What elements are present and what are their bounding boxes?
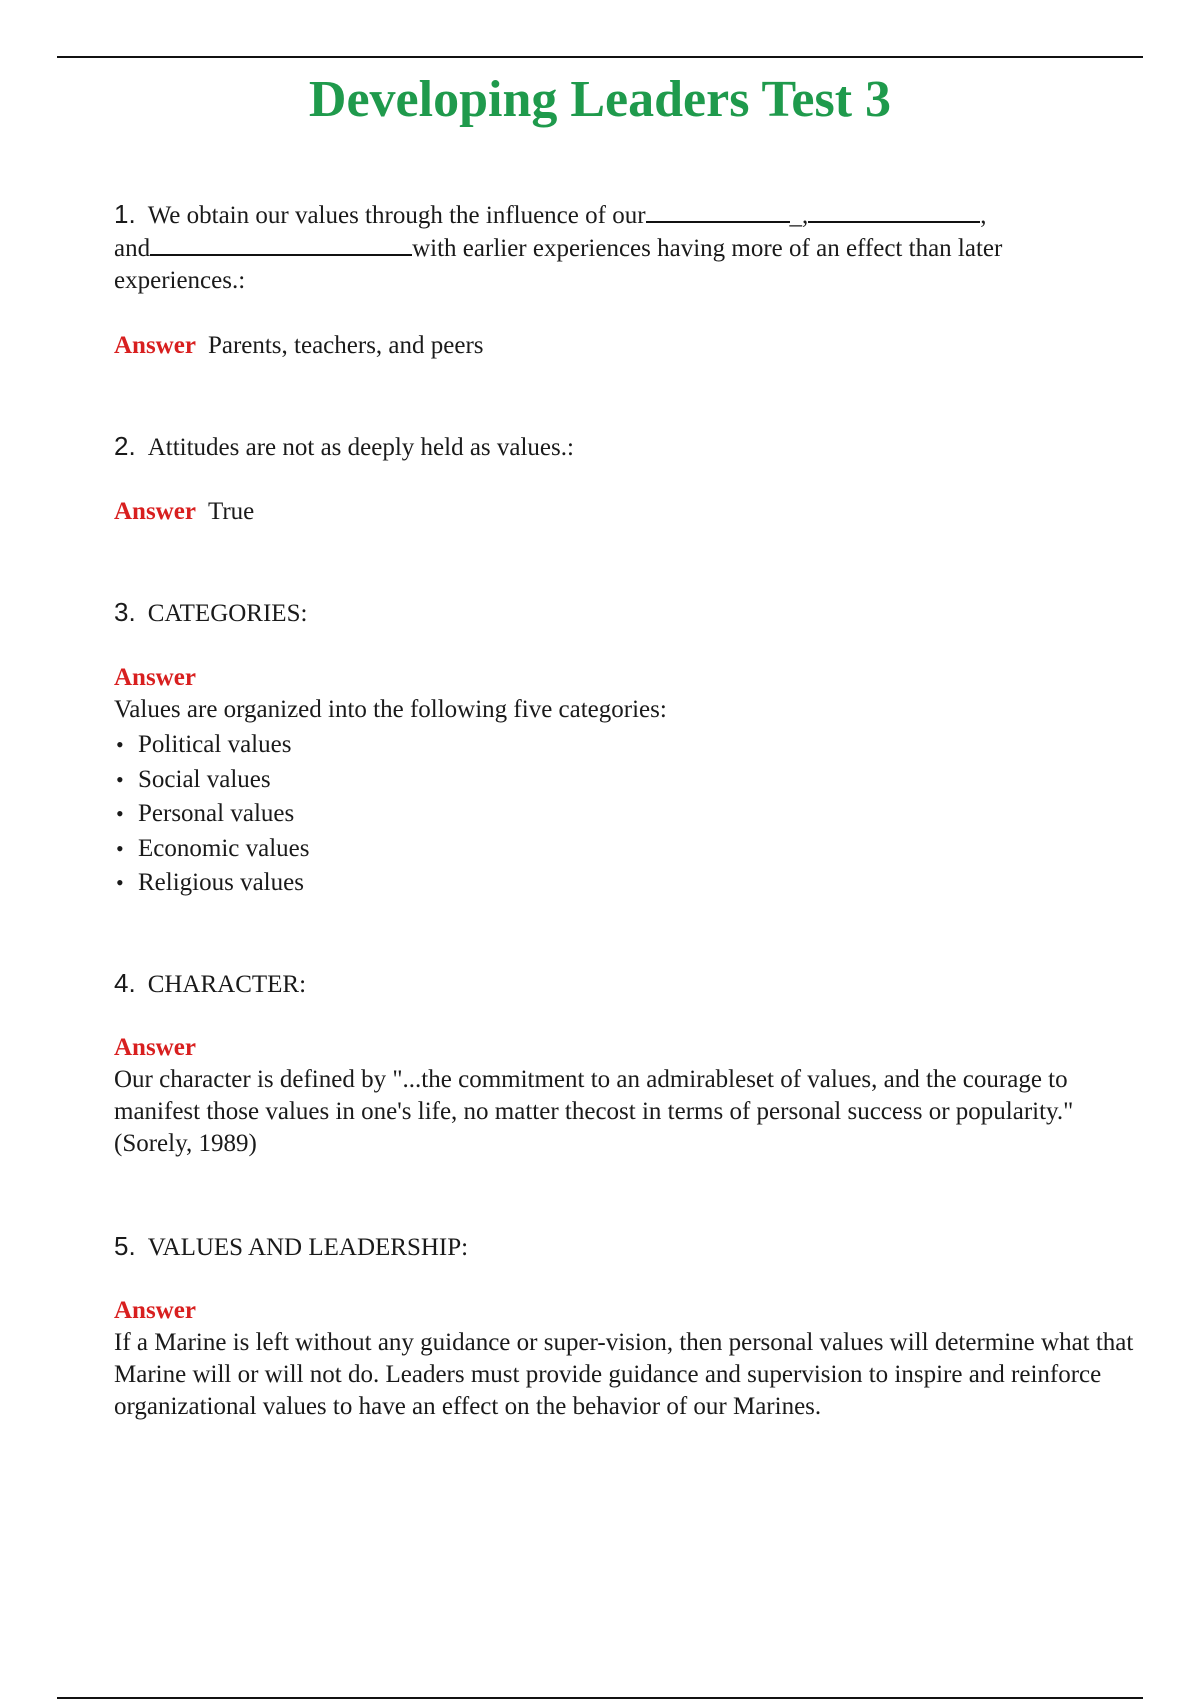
document-title: Developing Leaders Test 3 [308, 71, 892, 128]
answer-text: If a Marine is left without any guidance or super-vision, then personal values will determine what that Marine will or will not do. Leaders must provide guidance and supervision to inspire and reinforce organizational values to have an effect on the behavior of our Marines. [114, 1329, 1134, 1420]
answer-label: Answer [114, 1297, 196, 1324]
answer-5 [114, 1295, 1144, 1423]
answer-text: Parents, teachers, and peers [207, 332, 484, 359]
answer-intro: Values are organized into the following five categories: [114, 696, 667, 723]
question-1 [114, 198, 1134, 297]
answer-4 [114, 1032, 1144, 1160]
question-4 [114, 967, 1134, 1001]
blank-3 [150, 232, 412, 256]
question-number: 5. [114, 1231, 136, 1261]
question-number: 4. [114, 968, 136, 998]
question-5 [114, 1230, 1134, 1264]
question-2 [114, 430, 1134, 464]
question-text: _, [789, 202, 809, 229]
bottom-rule [57, 1697, 1143, 1699]
answer-3 [114, 662, 1144, 901]
question-text: CATEGORIES: [147, 600, 308, 627]
question-text: , [980, 202, 987, 229]
answer-text: True [207, 498, 255, 525]
answer-text: Our character is defined by "...the commitment to an admirableset of values, and the courage to manifest those values in one's life, no matter thecost in terms of personal success or popularity." (Sorely, 1989) [114, 1066, 1074, 1157]
question-number: 3. [114, 597, 136, 627]
question-text: CHARACTER: [147, 971, 307, 998]
blank-2 [808, 199, 980, 223]
blank-1 [646, 199, 790, 223]
list-item: • Social values [114, 763, 1144, 798]
list-item: • Personal values [114, 797, 1144, 832]
question-text: Attitudes are not as deeply held as values.: [147, 434, 574, 461]
question-text: We obtain our values through the influence of our [147, 202, 646, 229]
category-list [114, 728, 1144, 901]
question-3 [114, 596, 1134, 630]
answer-label: Answer [114, 1034, 196, 1061]
list-item: • Economic values [114, 832, 1144, 867]
question-text: with earlier experiences having more of an effect than later experiences.: [114, 235, 1003, 294]
answer-label: Answer [114, 664, 196, 691]
list-item: • Political values [114, 728, 1144, 763]
question-text: and [114, 235, 151, 262]
question-number: 2. [114, 431, 136, 461]
answer-2 [114, 496, 1144, 528]
question-number: 1. [114, 199, 136, 229]
top-rule [57, 56, 1143, 58]
answer-label: Answer [114, 332, 196, 359]
answer-1 [114, 330, 1144, 362]
list-item: • Religious values [114, 866, 1144, 901]
answer-label: Answer [114, 498, 196, 525]
question-text: VALUES AND LEADERSHIP: [147, 1234, 469, 1261]
